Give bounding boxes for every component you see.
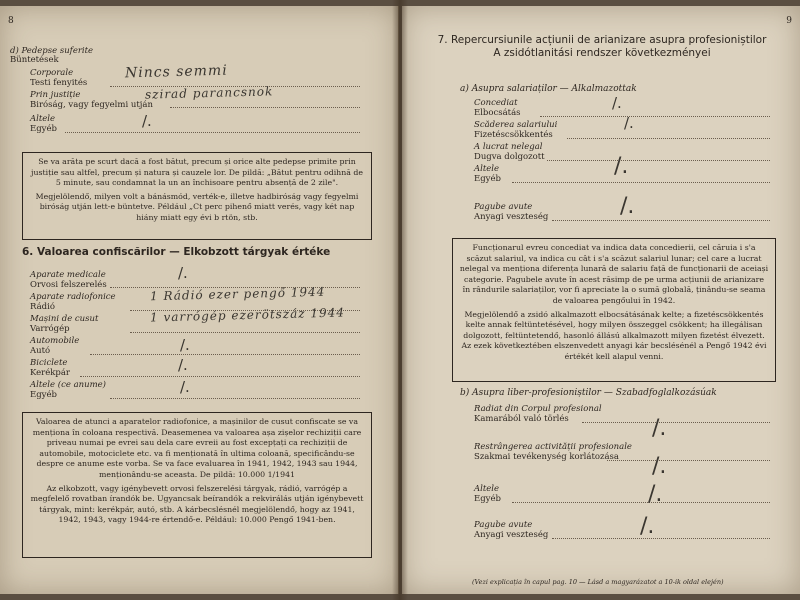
- radio-value: 1 Rádió ezer pengő 1944: [149, 284, 326, 304]
- right-page: [402, 6, 800, 594]
- justice-value: szirad parancsnok: [144, 84, 274, 102]
- damages-professional-line: [552, 538, 770, 539]
- bicycle-label: Biciclete: [30, 358, 68, 368]
- medical-hu: Orvosi felszerelés: [30, 280, 107, 290]
- medical-label: Aparate medicale: [30, 270, 106, 280]
- section-7-title-hu: A zsidótlanitási rendszer következményei: [493, 47, 711, 59]
- punishments-label: d) Pedepse suferite: [10, 46, 94, 56]
- illegal-work-line: [547, 160, 770, 161]
- restriction-value: /.: [652, 454, 667, 479]
- section-6-title: 6. Valoarea confiscărilor — Elkobzott tárgyak értéke: [22, 246, 331, 258]
- section-7-title-ro: 7. Repercursiunile acțiunii de arianizare asupra profesioniștilor: [437, 34, 767, 46]
- other-employee-label: Altele: [474, 164, 500, 174]
- bicycle-value: /.: [178, 356, 188, 374]
- automobile-hu: Autó: [30, 346, 51, 356]
- other-employee-line: [512, 182, 770, 183]
- footnote: (Vezi explicația în capul pag. 10 — Lásd a magyarázatot a 10-ik oldal elején): [472, 578, 724, 586]
- struck-off-line: [582, 422, 770, 423]
- sewing-value: 1 varrógép ezerötszáz 1944: [149, 305, 346, 325]
- damages-employee-value: /.: [620, 194, 635, 219]
- damages-employee-line: [552, 220, 770, 221]
- dismissed-line: [540, 116, 770, 117]
- book-gutter: [392, 0, 408, 600]
- automobile-value: /.: [180, 336, 190, 354]
- other-punishment-label: Altele: [30, 114, 56, 124]
- bicycle-hu: Kerékpár: [30, 368, 70, 378]
- bicycle-line: [80, 376, 360, 377]
- instruction-employees-ro: Funcționarul evreu concediat va indica data concedierii, cel căruia i s'a scăzut salariul, va indica cu cât i s'a scăzut salariul lunar; cel care a lucrat nelegal va menționa diferența lunară de salariu față de funcționarii de aceiași categorie. Pagubele avute în acest răsimp de pe urma acțiunii de arianizare în rândurile salariaților, vor fi apreciate la o sumă globală, ținându-se seama de valoarea pengőului în 1942.: [459, 243, 769, 305]
- damages-employee-label: Pagube avute: [474, 202, 533, 212]
- page-number-right: 9: [786, 16, 792, 26]
- instruction-hu: Megjelölendő, milyen volt a bánásmód, verték-e, illetve hadbiróság vagy fegyelmi biróság utján lett-e büntetve. Például „Ct perc pihenő miatt verés, vagy két nap hiány miatt egy évi b rtön, stb.: [35, 191, 359, 222]
- instruction-box-confiscations: [22, 412, 372, 558]
- radio-label: Aparate radiofonice: [30, 292, 116, 302]
- illegal-work-label: A lucrat nelegal: [474, 142, 543, 152]
- other-punishment-line: [65, 132, 360, 133]
- corporal-value: Nincs semmi: [124, 62, 228, 82]
- corporal-hu: Testi fenyités: [30, 78, 88, 88]
- instruction-employees-hu: Megjelölendő a zsidó alkalmazott elbocsátásának kelte; a fizetéscsökkentés kelte annak feltüntetésével, hogy milyen összeggel csökkent; ha illegálisan dolgozott, feltüntetendő, hasonló állású alkalmazott milyen fizetést élvezett. Az ezek következtében elszenvedett anyagi kár becslésénél a Pengő 1942 évi értékét kell alapul venni.: [461, 309, 767, 361]
- salary-cut-value: /.: [624, 114, 634, 132]
- salary-cut-line: [567, 138, 770, 139]
- struck-off-hu: Kamarából való törlés: [474, 414, 569, 424]
- illegal-work-value: /.: [614, 154, 629, 179]
- restriction-line: [607, 460, 770, 461]
- other-employee-hu: Egyéb: [474, 174, 501, 184]
- other-professional-label: Altele: [474, 484, 500, 494]
- other-confiscation-line: [110, 398, 360, 399]
- salary-cut-hu: Fizetéscsökkentés: [474, 130, 553, 140]
- dismissed-value: /.: [612, 94, 622, 112]
- justice-line: [170, 107, 360, 108]
- other-professional-line: [512, 502, 770, 503]
- justice-hu: Biróság, vagy fegyelmi utján: [30, 100, 153, 110]
- justice-label: Prin justiție: [30, 90, 81, 100]
- salary-cut-label: Scăderea salariului: [474, 120, 558, 130]
- punishments-hu: Büntetések: [10, 55, 59, 65]
- other-punishment-hu: Egyéb: [30, 124, 57, 134]
- restriction-label: Restrângerea activității profesionale: [474, 442, 632, 452]
- automobile-label: Automobile: [30, 336, 80, 346]
- illegal-work-hu: Dugva dolgozott: [474, 152, 545, 162]
- instruction-box-punishments: [22, 152, 372, 240]
- radio-hu: Rádió: [30, 302, 55, 312]
- sewing-hu: Varrógép: [30, 324, 70, 334]
- other-professional-hu: Egyéb: [474, 494, 501, 504]
- automobile-line: [90, 354, 360, 355]
- struck-off-value: /.: [652, 416, 667, 441]
- damages-professional-hu: Anyagi veszteség: [474, 530, 549, 540]
- other-professional-value: /.: [648, 482, 663, 507]
- instruction-box-employees: [452, 238, 776, 382]
- medical-value: /.: [178, 264, 188, 282]
- dismissed-hu: Elbocsátás: [474, 108, 521, 118]
- sewing-line: [130, 332, 360, 333]
- other-confiscation-value: /.: [180, 378, 190, 396]
- damages-professional-value: /.: [640, 514, 655, 539]
- corporal-label: Corporale: [30, 68, 74, 78]
- damages-professional-label: Pagube avute: [474, 520, 533, 530]
- damages-employee-hu: Anyagi veszteség: [474, 212, 549, 222]
- page-number-left: 8: [8, 16, 14, 26]
- restriction-hu: Szakmai tevékenység korlátozása: [474, 452, 619, 462]
- left-page: [0, 6, 399, 594]
- sewing-label: Mașini de cusut: [30, 314, 99, 324]
- dismissed-label: Concediat: [474, 98, 518, 108]
- other-confiscation-label: Altele (ce anume): [30, 380, 106, 390]
- section-7-title: [422, 34, 782, 60]
- struck-off-label: Radiat din Corpul profesional: [474, 404, 602, 414]
- instruction-ro: Se va arăta pe scurt dacă a fost bătut, precum și orice alte pedepse primite prin justiție sau altfel, precum și natura și cauzele lor. De pildă: „Bătut pentru odihnă de 5 minute, sau condamnat la un an închisoare pentru absență de 2 zile".: [31, 157, 363, 188]
- instruction-confiscation-hu: Az elkobzott, vagy igénybevett orvosi felszerelési tárgyak, rádió, varrógép a megfelelő rovatban írandók be. Ugyancsak beírandók a rekvirálás utján igénybevett tárgyak, mint: kerékpár, autó, stb. A kárbecslésnél megjelölendő, hogy az 1941, 1942, 1943, vagy 1944-re értendő-e. Például: 10.000 Pengő 1941-ben.: [30, 483, 364, 525]
- employees-heading: a) Asupra salariaților — Alkalmazottak: [460, 84, 637, 94]
- other-confiscation-hu: Egyéb: [30, 390, 57, 400]
- instruction-confiscation-ro: Valoarea de atunci a aparatelor radiofonice, a mașinilor de cusut confiscate se va menționa în coloana respectivă. Deasemenea va valoarea așa zișelor rechiziții care priveau numai pe evrei sau dela care evreii au fost excepțați ca rechiziții de automobile, motociclete etc. va fi menționată în ultima coloană, specificându-se despre ce anume este vorba. Se va face evaluarea în 1941, 1942, 1943 sau 1944, menționându-se aceasta. De pildă: 10.000 1/1941: [32, 417, 362, 479]
- professionals-heading: b) Asupra liber-profesioniștilor — Szabadfoglalkozásúak: [460, 388, 717, 398]
- other-punishment-value: /.: [142, 112, 152, 130]
